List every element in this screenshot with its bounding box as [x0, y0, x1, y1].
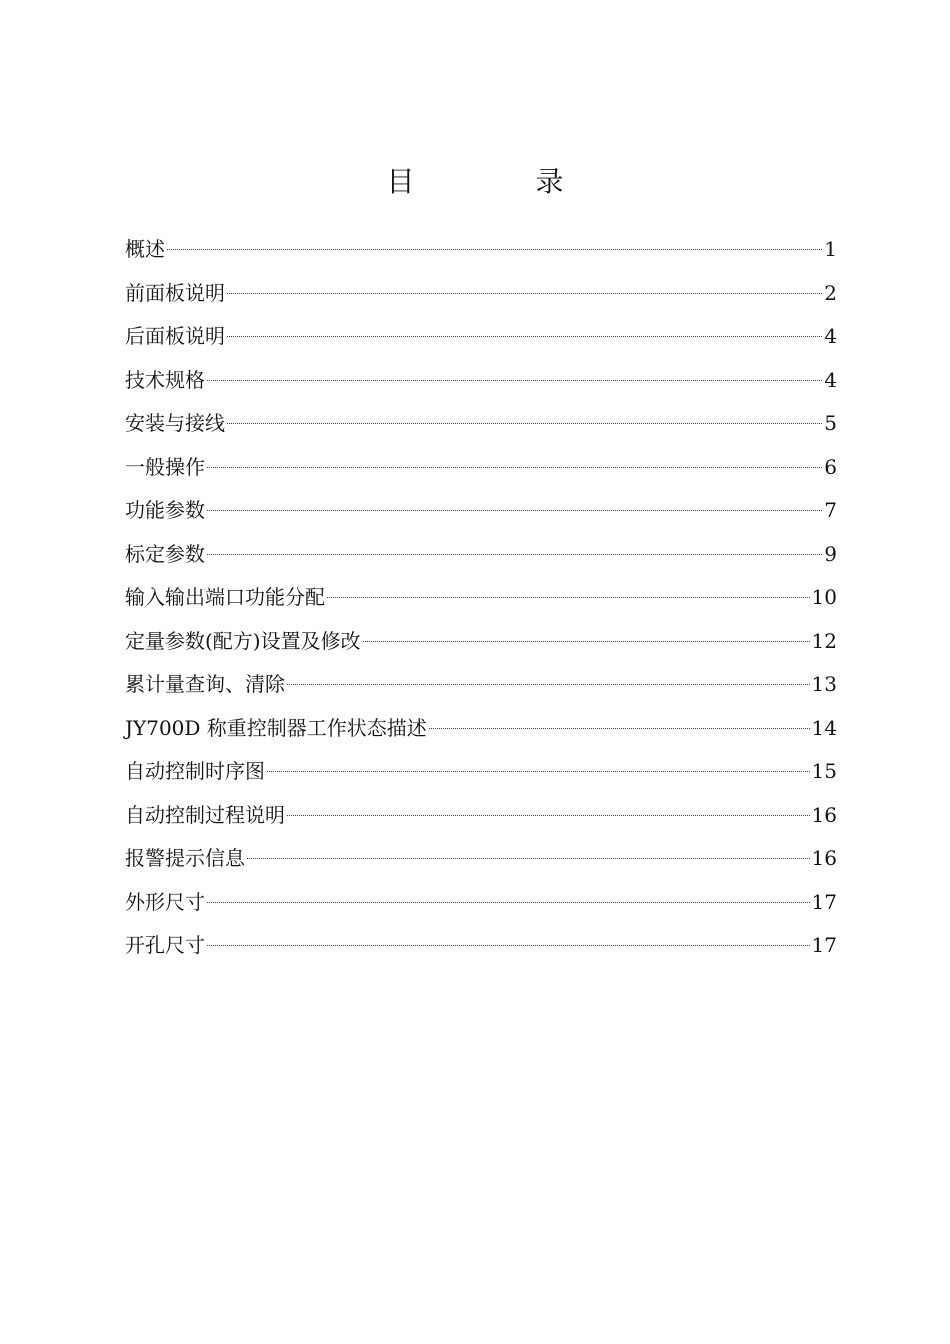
toc-leader-dots: [267, 771, 810, 772]
toc-entry: [125, 837, 837, 881]
toc-entry: [125, 402, 837, 446]
toc-entry-label: 安装与接线: [125, 411, 225, 435]
toc-list: [125, 228, 837, 968]
toc-entry-label: 外形尺寸: [125, 889, 205, 914]
toc-entry: [125, 924, 837, 968]
toc-entry: [125, 489, 837, 533]
toc-entry-page: 1: [824, 237, 837, 261]
toc-entry-label: 后面板说明: [125, 324, 225, 348]
toc-leader-dots: [227, 293, 822, 294]
toc-entry-page: 12: [811, 628, 837, 653]
toc-entry-page: 17: [811, 933, 837, 957]
toc-entry: [125, 663, 837, 707]
toc-entry-label: 技术规格: [125, 367, 205, 392]
toc-entry-label: 报警提示信息: [125, 846, 245, 870]
toc-entry-page: 6: [824, 454, 837, 479]
toc-leader-dots: [207, 945, 810, 946]
toc-entry: [125, 576, 837, 620]
toc-leader-dots: [247, 858, 810, 859]
toc-entry-page: 16: [811, 846, 837, 870]
toc-entry-label: 一般操作: [125, 454, 205, 479]
toc-entry-label: 定量参数(配方)设置及修改: [125, 628, 361, 653]
toc-entry-page: 4: [824, 324, 837, 348]
toc-entry-page: 17: [811, 889, 837, 914]
toc-entry-page: 10: [811, 585, 837, 609]
toc-entry: [125, 881, 837, 925]
toc-entry-label: JY700D 称重控制器工作状态描述: [125, 715, 427, 740]
toc-entry-label: 功能参数: [125, 498, 205, 522]
toc-leader-dots: [227, 423, 822, 424]
toc-leader-dots: [207, 380, 822, 381]
toc-entry-label: 标定参数: [125, 541, 205, 566]
toc-entry-label: 前面板说明: [125, 280, 225, 305]
toc-entry-label: 输入输出端口功能分配: [125, 585, 325, 609]
toc-leader-dots: [207, 467, 822, 468]
toc-leader-dots: [207, 902, 810, 903]
toc-entry: [125, 794, 837, 838]
toc-entry: [125, 228, 837, 272]
toc-leader-dots: [207, 554, 822, 555]
toc-entry: [125, 315, 837, 359]
toc-entry-label: 累计量查询、清除: [125, 672, 285, 696]
toc-leader-dots: [363, 641, 810, 642]
toc-entry-page: 13: [811, 672, 837, 696]
toc-entry-page: 5: [824, 411, 837, 435]
toc-leader-dots: [167, 249, 822, 250]
toc-entry: [125, 707, 837, 751]
toc-leader-dots: [227, 336, 822, 337]
toc-entry-label: 自动控制过程说明: [125, 802, 285, 827]
toc-leader-dots: [287, 815, 810, 816]
toc-entry-label: 概述: [125, 237, 165, 261]
toc-entry: [125, 620, 837, 664]
toc-entry-page: 14: [811, 715, 837, 740]
toc-leader-dots: [327, 597, 810, 598]
toc-entry-page: 4: [824, 367, 837, 392]
toc-entry-page: 9: [824, 541, 837, 566]
toc-entry: [125, 272, 837, 316]
toc-leader-dots: [429, 728, 810, 729]
toc-entry: [125, 446, 837, 490]
toc-title: 目 录: [386, 165, 620, 198]
toc-entry-page: 7: [824, 498, 837, 522]
toc-entry-page: 2: [824, 280, 837, 305]
toc-entry-label: 开孔尺寸: [125, 933, 205, 957]
toc-entry-label: 自动控制时序图: [125, 759, 265, 783]
toc-leader-dots: [207, 510, 822, 511]
toc-entry-page: 15: [811, 759, 837, 783]
toc-entry: [125, 533, 837, 577]
toc-entry: [125, 750, 837, 794]
toc-entry: [125, 359, 837, 403]
toc-entry-page: 16: [811, 802, 837, 827]
toc-leader-dots: [287, 684, 810, 685]
